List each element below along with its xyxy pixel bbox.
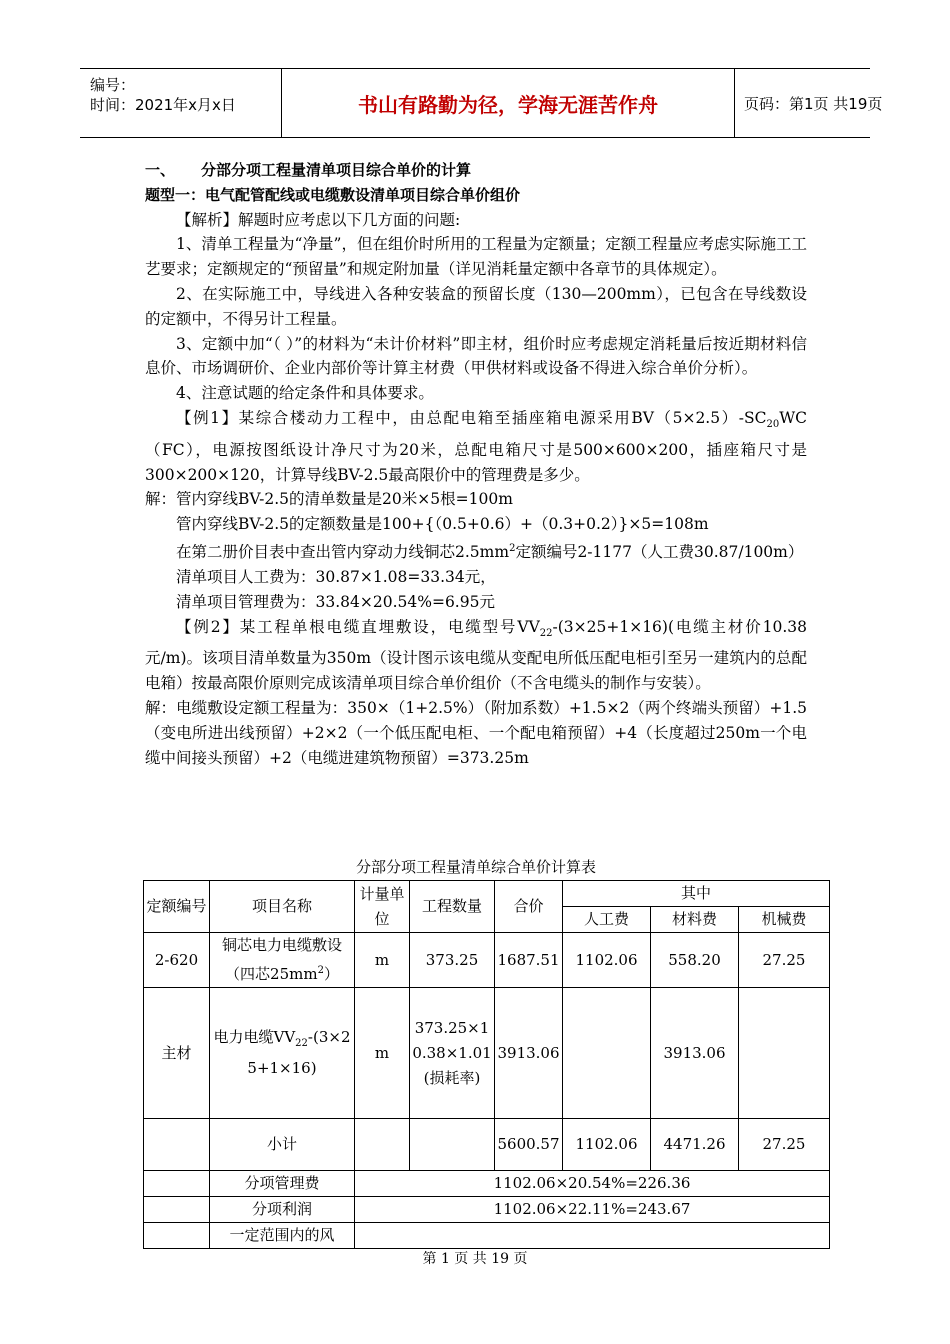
header-meta	[80, 69, 282, 137]
solution-1-line-1: 解：管内穿线BV-2.5的清单数量是20米×5根=100m	[145, 490, 513, 509]
solution-1-line-3-b: 定额编号2-1177（人工费30.87/100m）	[515, 543, 804, 562]
cell-unit	[355, 1119, 410, 1171]
section-title: 分部分项工程量清单项目综合单价的计算	[201, 161, 472, 179]
cell-name: 分项管理费	[210, 1171, 355, 1197]
example-1-text-a: 【例1】某综合楼动力工程中，由总配电箱至插座箱电源采用BV（5×2.5）-SC	[176, 408, 767, 427]
header-total: 合价	[495, 881, 563, 933]
example-2-sub: 22	[539, 627, 553, 639]
example-2-text-a: 【例2】某工程单根电缆直埋敷设，电缆型号VV	[176, 617, 540, 636]
cell-machine: 27.25	[739, 933, 830, 988]
header-motto: 书山有路勤为径，学海无涯苦作舟	[282, 69, 735, 137]
section-number: 一、	[145, 161, 176, 179]
example-2-text-b: -(3×25+1×16)(电缆主材价10.38元/m)。该项目清单数量为350m（设计图示该电缆从变配电所低压配电柜引至另一建筑内的总配电箱）按最高限价原则完成该清单项目综合单价组价（不含电缆头的制作与安装）。	[145, 617, 807, 693]
cell-code: 主材	[144, 988, 210, 1119]
cell-machine: 27.25	[739, 1119, 830, 1171]
cell-material: 4471.26	[651, 1119, 739, 1171]
solution-1-line-5: 清单项目管理费为：33.84×20.54%=6.95元	[176, 592, 495, 611]
cell-formula: 1102.06×20.54%=226.36	[355, 1171, 830, 1197]
table-row	[144, 1197, 830, 1223]
header-unit: 计量单位	[355, 881, 410, 933]
cell-blank	[144, 1223, 210, 1249]
solution-1-line-3-a: 在第二册价目表中查出管内穿动力线铜芯2.5mm	[176, 543, 510, 562]
cell-code: 2-620	[144, 933, 210, 988]
header-machine: 机械费	[739, 907, 830, 933]
header-material: 材料费	[651, 907, 739, 933]
cell-machine	[739, 988, 830, 1119]
solution-1-line-3	[145, 537, 807, 565]
document-body	[145, 158, 807, 770]
number-label: 编号：	[90, 76, 136, 94]
header-qty: 工程数量	[410, 881, 495, 933]
cell-name-b: ）	[323, 965, 339, 983]
example-2	[145, 615, 807, 696]
header-among: 其中	[563, 881, 830, 907]
example-1-text-b: WC（FC），电源按图纸设计净尺寸为20米，总配电箱尺寸是500×600×200，插座箱尺寸是300×200×120，计算导线BV-2.5最高限价中的管理费是多少。	[145, 408, 807, 484]
cell-labor: 1102.06	[563, 1119, 651, 1171]
analysis-intro: 【解析】解题时应考虑以下几方面的问题:	[176, 210, 461, 229]
cell-name: 一定范围内的风	[210, 1223, 355, 1249]
page-header	[80, 68, 883, 138]
cell-formula: 1102.06×22.11%=243.67	[355, 1197, 830, 1223]
cell-name	[210, 933, 355, 988]
cell-name: 小计	[210, 1119, 355, 1171]
point-4: 4、注意试题的给定条件和具体要求。	[176, 384, 434, 403]
table-header-row	[144, 881, 830, 907]
table-row	[144, 988, 830, 1119]
solution-1-line-4: 清单项目人工费为：30.87×1.08=33.34元，	[176, 568, 496, 586]
table-row	[144, 1223, 830, 1249]
cell-unit: m	[355, 933, 410, 988]
table-row	[144, 933, 830, 988]
header-code: 定额编号	[144, 881, 210, 933]
table-row	[144, 1171, 830, 1197]
example-1-sub: 20	[766, 419, 780, 431]
cell-blank	[144, 1171, 210, 1197]
header-page-label: 页码：第1页 共19页	[744, 94, 883, 113]
cell-name-a: 电力电缆VV	[213, 1028, 296, 1046]
solution-2: 解：电缆敷设定额工程量为：350×（1+2.5%）（附加系数）+1.5×2（两个终端头预留）+1.5（变电所进出线预留）+2×2（一个低压配电柜、一个配电箱预留）+4（长度超过250m一个电缆中间接头预留）+2（电缆进建筑物预留）=373.25m	[145, 699, 807, 767]
header-name: 项目名称	[210, 881, 355, 933]
cell-material: 3913.06	[651, 988, 739, 1119]
cell-name-a: 铜芯电力电缆敷设（四芯25mm	[221, 936, 342, 983]
cell-labor	[563, 988, 651, 1119]
solution-1-line-2: 管内穿线BV-2.5的定额数量是100+{（0.5+0.6）+（0.3+0.2）}×5=108m	[176, 515, 709, 534]
cell-formula	[355, 1223, 830, 1249]
cell-name-sub: 22	[295, 1038, 308, 1049]
cell-material: 558.20	[651, 933, 739, 988]
cell-blank	[144, 1197, 210, 1223]
cell-total: 1687.51	[495, 933, 563, 988]
cell-name	[210, 988, 355, 1119]
cell-qty	[410, 1119, 495, 1171]
point-1: 1、清单工程量为“净量”，但在组价时所用的工程量为定额量；定额工程量应考虑实际施工工艺要求；定额规定的“预留量”和规定附加量（详见消耗量定额中各章节的具体规定）。	[145, 235, 807, 279]
cell-code	[144, 1119, 210, 1171]
cell-qty: 373.25	[410, 933, 495, 988]
solution-1-line-3-sup: 2	[509, 543, 516, 555]
cell-name-sup: 2	[317, 965, 324, 976]
section-heading	[145, 158, 807, 183]
cell-name-b: -(3×25+1×16)	[247, 1028, 351, 1077]
example-1	[145, 406, 807, 487]
cell-total: 3913.06	[495, 988, 563, 1119]
point-3: 3、定额中加“（ ）”的材料为“未计价材料”即主材，组价时应考虑规定消耗量后按近期材料信息价、市场调研价、企业内部价等计算主材费（甲供材料或设备不得进入综合单价分析）。	[145, 334, 807, 378]
header-labor: 人工费	[563, 907, 651, 933]
page-footer: 第 1 页 共 19 页	[422, 1251, 528, 1267]
cell-qty: 373.25×10.38×1.01(损耗率)	[410, 988, 495, 1119]
table-caption: 分部分项工程量清单综合单价计算表	[355, 858, 596, 876]
table-row	[144, 1119, 830, 1171]
cell-name: 分项利润	[210, 1197, 355, 1223]
cell-total: 5600.57	[495, 1119, 563, 1171]
cell-unit: m	[355, 988, 410, 1119]
date-label: 时间：2021年x月x日	[90, 96, 236, 114]
unit-price-table	[143, 880, 830, 1249]
point-2: 2、在实际施工中，导线进入各种安装盒的预留长度（130—200mm），已包含在导线数设的定额中，不得另计工程量。	[145, 284, 807, 328]
subheading: 题型一：电气配管配线或电缆敷设清单项目综合单价组价	[145, 185, 521, 204]
cell-labor: 1102.06	[563, 933, 651, 988]
